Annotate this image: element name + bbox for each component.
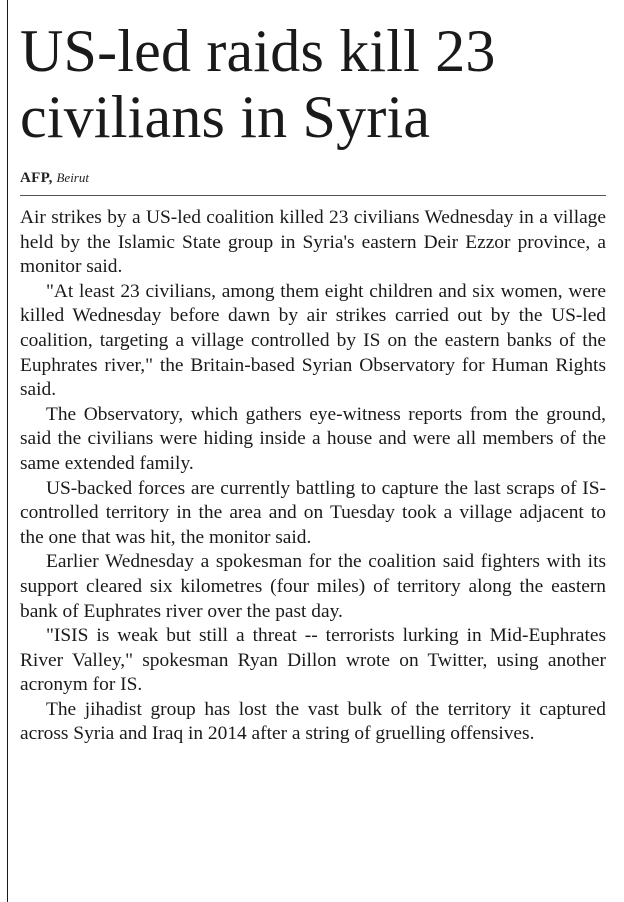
paragraph-3: The Observatory, which gathers eye-witness reports from the ground, said the civilians were hiding inside a house and were all members of the same extended family. [20, 403, 606, 474]
byline-dateline: Beirut [56, 170, 89, 185]
paragraph-2: "At least 23 civilians, among them eight children and six women, were killed Wednesday before dawn by air strikes carried out by the US-led coalition, targeting a village controlled by IS on the eastern banks of the Euphrates river," the Britain-based Syrian Observatory for Human Rights said. [20, 280, 606, 401]
headline-line-1: US-led raids kill 23 [20, 18, 496, 84]
paragraph-1: Air strikes by a US-led coalition killed 23 civilians Wednesday in a village held by the Islamic State group in Syria's eastern Deir Ezzor province, a monitor said. [20, 207, 606, 278]
headline [20, 18, 606, 150]
paragraph-4: US-backed forces are currently battling to capture the last scraps of IS-controlled territory in the area and on Tuesday took a village adjacent to the one that was hit, the monitor said. [20, 477, 606, 548]
column-rule [7, 0, 8, 902]
paragraph-7: The jihadist group has lost the vast bulk of the territory it captured across Syria and Iraq in 2014 after a string of gruelling offensives. [20, 698, 606, 745]
news-article [20, 18, 606, 747]
headline-line-2: civilians in Syria [20, 84, 431, 150]
paragraph-6: "ISIS is weak but still a threat -- terrorists lurking in Mid-Euphrates River Valley," spokesman Ryan Dillon wrote on Twitter, using another acronym for IS. [20, 625, 606, 696]
paragraph-5: Earlier Wednesday a spokesman for the coalition said fighters with its support cleared six kilometres (four miles) of territory along the eastern bank of Euphrates river over the past day. [20, 551, 606, 622]
byline [20, 170, 606, 187]
byline-divider [20, 195, 606, 196]
byline-agency: AFP, [20, 170, 53, 186]
article-body [20, 206, 606, 747]
